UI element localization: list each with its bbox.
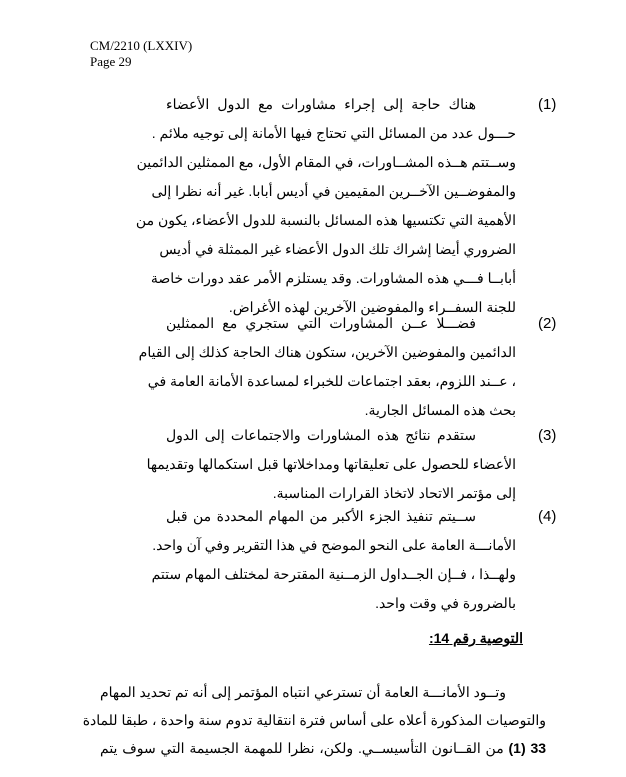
page-number: Page 29 [90, 54, 132, 69]
numbered-paragraph [151, 502, 516, 618]
paragraph-line: بالضرورة في وقت واحد. [375, 595, 516, 611]
paragraph-line: للجنة السفــراء والمفوضين الآخرين لهذه الأغراض. [228, 299, 516, 315]
article-reference: 33 (1) [508, 740, 547, 756]
doc-reference: CM/2210 (LXXIV) [90, 38, 193, 53]
item-number: (2) [538, 315, 557, 332]
paragraph-line: وســتتم هــذه المشــاورات، في المقام الأول، مع الممثلين الدائمين [136, 154, 516, 170]
paragraph-line: وتــود الأمانـــة العامة أن تسترعي انتباه المؤتمر إلى أنه تم تحديد المهام [100, 684, 506, 700]
paragraph-line: أبابــا فـــي هذه المشاورات. وقد يستلزم الأمر عقد دورات خاصة [150, 270, 516, 286]
recommendation-heading: التوصية رقم 14: [428, 630, 523, 646]
paragraph-line: الأمانـــة العامة على النحو الموضح في هذا التقرير وفي آن واحد. [152, 537, 516, 553]
numbered-paragraph [135, 90, 516, 322]
recommendation-paragraph [82, 678, 547, 762]
item-number: (4) [538, 508, 557, 525]
item-number: (3) [538, 427, 557, 444]
paragraph-line: حـــول عدد من المسائل التي تحتاج فيها الأمانة إلى توجيه ملائم . [151, 125, 516, 141]
item-number: (1) [538, 96, 557, 113]
paragraph-line: ستقدم نتائج هذه المشاورات والاجتماعات إلى الدول [166, 427, 476, 443]
paragraph-line: فضـــلا عــن المشاورات التي ستجري مع الممثلين [166, 315, 476, 331]
paragraph-line: الدائمين والمفوضين الآخرين، ستكون هناك الحاجة كذلك إلى القيام [138, 344, 516, 360]
paragraph-line: الضروري أيضا إشراك تلك الدول الأعضاء غير الممثلة في أديس [159, 241, 516, 257]
paragraph-line: إلى مؤتمر الاتحاد لاتخاذ القرارات المناسبة. [272, 485, 516, 501]
numbered-paragraph [146, 421, 516, 508]
paragraph-line: هناك حاجة إلى إجراء مشاورات مع الدول الأعضاء [166, 96, 476, 112]
paragraph-line: الأعضاء للحصول على تعليقاتها ومداخلاتها قبل استكمالها وتقديمها [146, 456, 516, 472]
numbered-paragraph [138, 309, 516, 425]
paragraph-line: الأهمية التي تكتسيها هذه المسائل بالنسبة للدول الأعضاء، يكون من [135, 212, 516, 228]
paragraph-line: والمفوضــين الآخــرين المقيمين في أديس أبابا. غير أنه نظرا إلى [151, 183, 516, 199]
paragraph-line: والتوصيات المذكورة أعلاه على أساس فترة انتقالية تدوم سنة واحدة ، طبقا للمادة [82, 712, 546, 728]
paragraph-line: بحث هذه المسائل الجارية. [364, 402, 516, 418]
paragraph-line [100, 734, 546, 762]
paragraph-line: ولهــذا ، فــإن الجــداول الزمــنية المقترحة لمختلف المهام ستتم [151, 566, 516, 582]
paragraph-line-text: من القــانون التأسيســي. ولكن، نظرا للمهمة الجسيمة التي سوف يتم [100, 740, 504, 756]
paragraph-line: ، عــند اللزوم، بعقد اجتماعات للخبراء لمساعدة الأمانة العامة في [147, 373, 516, 389]
paragraph-line: ســيتم تنفيذ الجزء الأكبر من المهام المحددة من قبل [166, 508, 476, 524]
